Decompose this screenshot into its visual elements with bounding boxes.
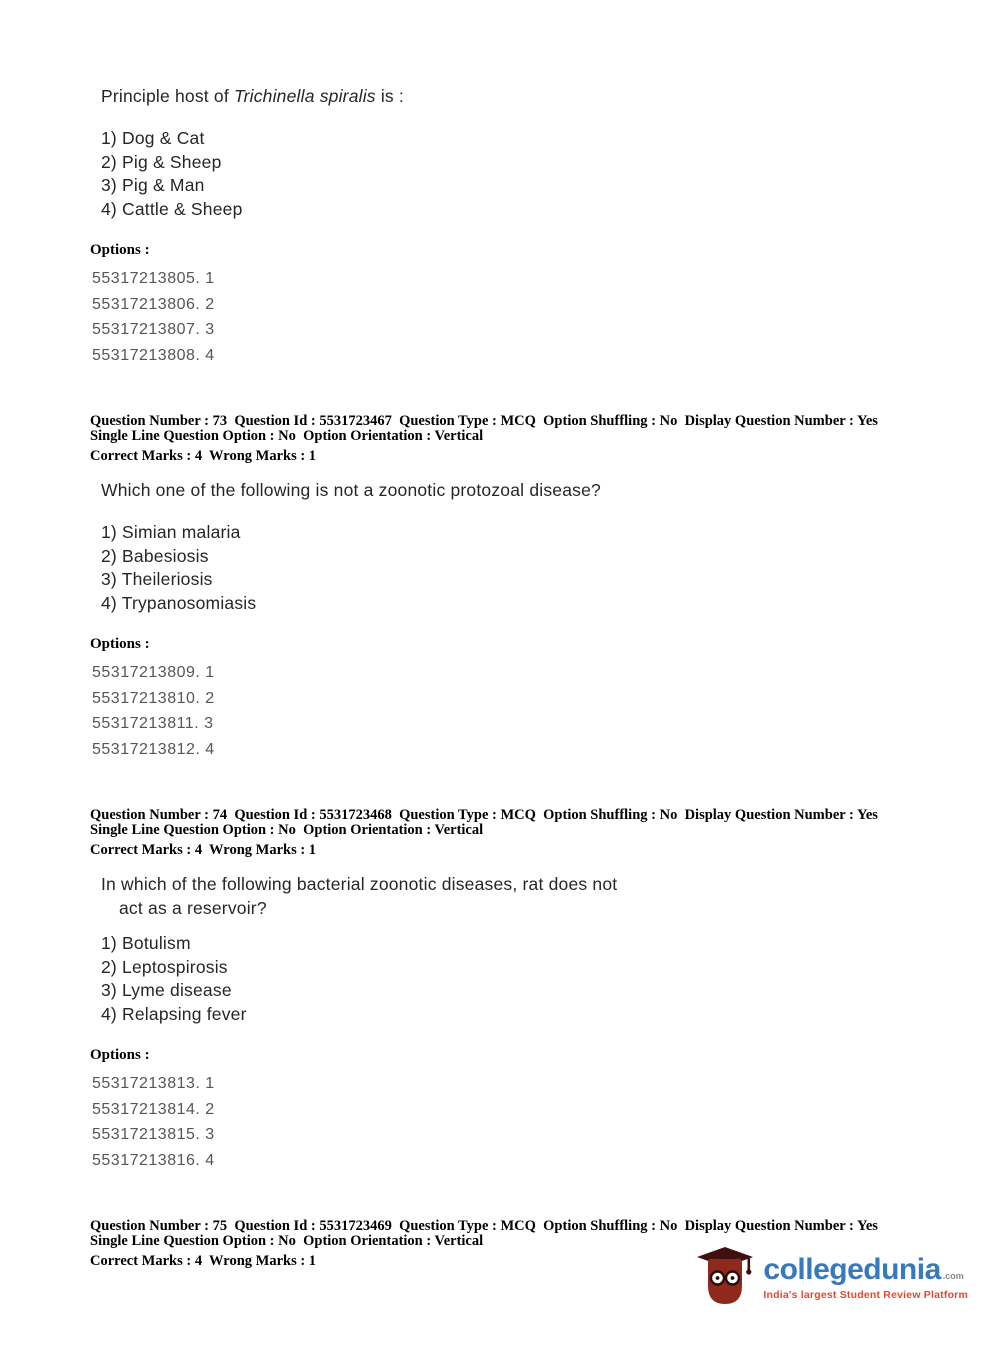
- option-id-list: [90, 660, 941, 762]
- collegedunia-watermark: [697, 1246, 968, 1308]
- option-id-4: 55317213812. 4: [92, 740, 215, 758]
- choice-2: 2) Pig & Sheep: [101, 151, 222, 172]
- option-id-4: 55317213808. 4: [92, 346, 215, 364]
- option-id-1: 55317213813. 1: [92, 1075, 215, 1092]
- question-text-line2: act as a reservoir?: [119, 898, 267, 918]
- option-id-1: 55317213809. 1: [92, 664, 215, 681]
- question-text-suffix: is :: [375, 86, 404, 106]
- choice-1: 1) Simian malaria: [101, 522, 241, 542]
- choice-4: 4) Cattle & Sheep: [101, 198, 243, 219]
- question-block-74: [90, 808, 941, 1173]
- collegedunia-wordmark-suffix: .com: [942, 1270, 964, 1281]
- question-block-continuation: [90, 84, 941, 368]
- option-id-2: 55317213810. 2: [92, 689, 215, 707]
- option-id-3: 55317213811. 3: [92, 715, 214, 732]
- option-id-4: 55317213816. 4: [92, 1151, 215, 1169]
- choice-4: 4) Relapsing fever: [101, 1003, 247, 1024]
- question-text-italic: Trichinella spiralis: [233, 86, 376, 106]
- question-text-line1: In which of the following bacterial zoonotic diseases, rat does not: [101, 874, 618, 894]
- option-id-1: 55317213805. 1: [92, 270, 215, 287]
- choice-1: 1) Botulism: [101, 933, 191, 953]
- choice-2: 2) Leptospirosis: [101, 956, 228, 977]
- question-marks-line: Correct Marks : 4 Wrong Marks : 1: [90, 1253, 317, 1269]
- choice-list: [90, 521, 941, 615]
- options-label: Options :: [90, 636, 150, 652]
- question-meta-line1: Question Number : 73 Question Id : 5531723467 Question Type : MCQ Option Shuffling : No Display Question Number : Yes: [90, 413, 878, 429]
- question-meta-line1: Question Number : 75 Question Id : 5531723469 Question Type : MCQ Option Shuffling : No Display Question Number : Yes: [90, 1218, 878, 1234]
- choice-1: 1) Dog & Cat: [101, 128, 205, 148]
- option-id-2: 55317213806. 2: [92, 295, 215, 313]
- question-meta-line1: Question Number : 74 Question Id : 5531723468 Question Type : MCQ Option Shuffling : No Display Question Number : Yes: [90, 807, 878, 823]
- collegedunia-tagline: India's largest Student Review Platform: [763, 1288, 968, 1301]
- question-meta-line2: Single Line Question Option : No Option Orientation : Vertical: [90, 822, 484, 838]
- question-marks-line: Correct Marks : 4 Wrong Marks : 1: [90, 842, 317, 858]
- choice-3: 3) Pig & Man: [101, 175, 205, 195]
- choice-list: [90, 932, 941, 1026]
- choice-3: 3) Lyme disease: [101, 980, 232, 1000]
- question-text: [90, 872, 941, 920]
- options-label: Options :: [90, 242, 150, 258]
- choice-3: 3) Theileriosis: [101, 569, 213, 589]
- collegedunia-logo-icon: [697, 1246, 753, 1308]
- option-id-list: [90, 266, 941, 368]
- choice-4: 4) Trypanosomiasis: [101, 592, 257, 613]
- question-meta-line2: Single Line Question Option : No Option Orientation : Vertical: [90, 428, 484, 444]
- option-id-3: 55317213807. 3: [92, 321, 215, 338]
- question-meta-line2: Single Line Question Option : No Option Orientation : Vertical: [90, 1233, 484, 1249]
- question-text-prefix: Principle host of: [101, 86, 234, 106]
- option-id-2: 55317213814. 2: [92, 1100, 215, 1118]
- options-label: Options :: [90, 1047, 150, 1063]
- question-text: [90, 84, 941, 108]
- question-marks-line: Correct Marks : 4 Wrong Marks : 1: [90, 448, 317, 464]
- collegedunia-wordmark: collegedunia: [763, 1252, 941, 1286]
- choice-2: 2) Babesiosis: [101, 545, 209, 566]
- collegedunia-brand-text: [763, 1254, 968, 1301]
- option-id-3: 55317213815. 3: [92, 1126, 215, 1143]
- question-block-73: [90, 414, 941, 762]
- option-id-list: [90, 1071, 941, 1173]
- question-text: Which one of the following is not a zoonotic protozoal disease?: [101, 480, 601, 500]
- choice-list: [90, 127, 941, 221]
